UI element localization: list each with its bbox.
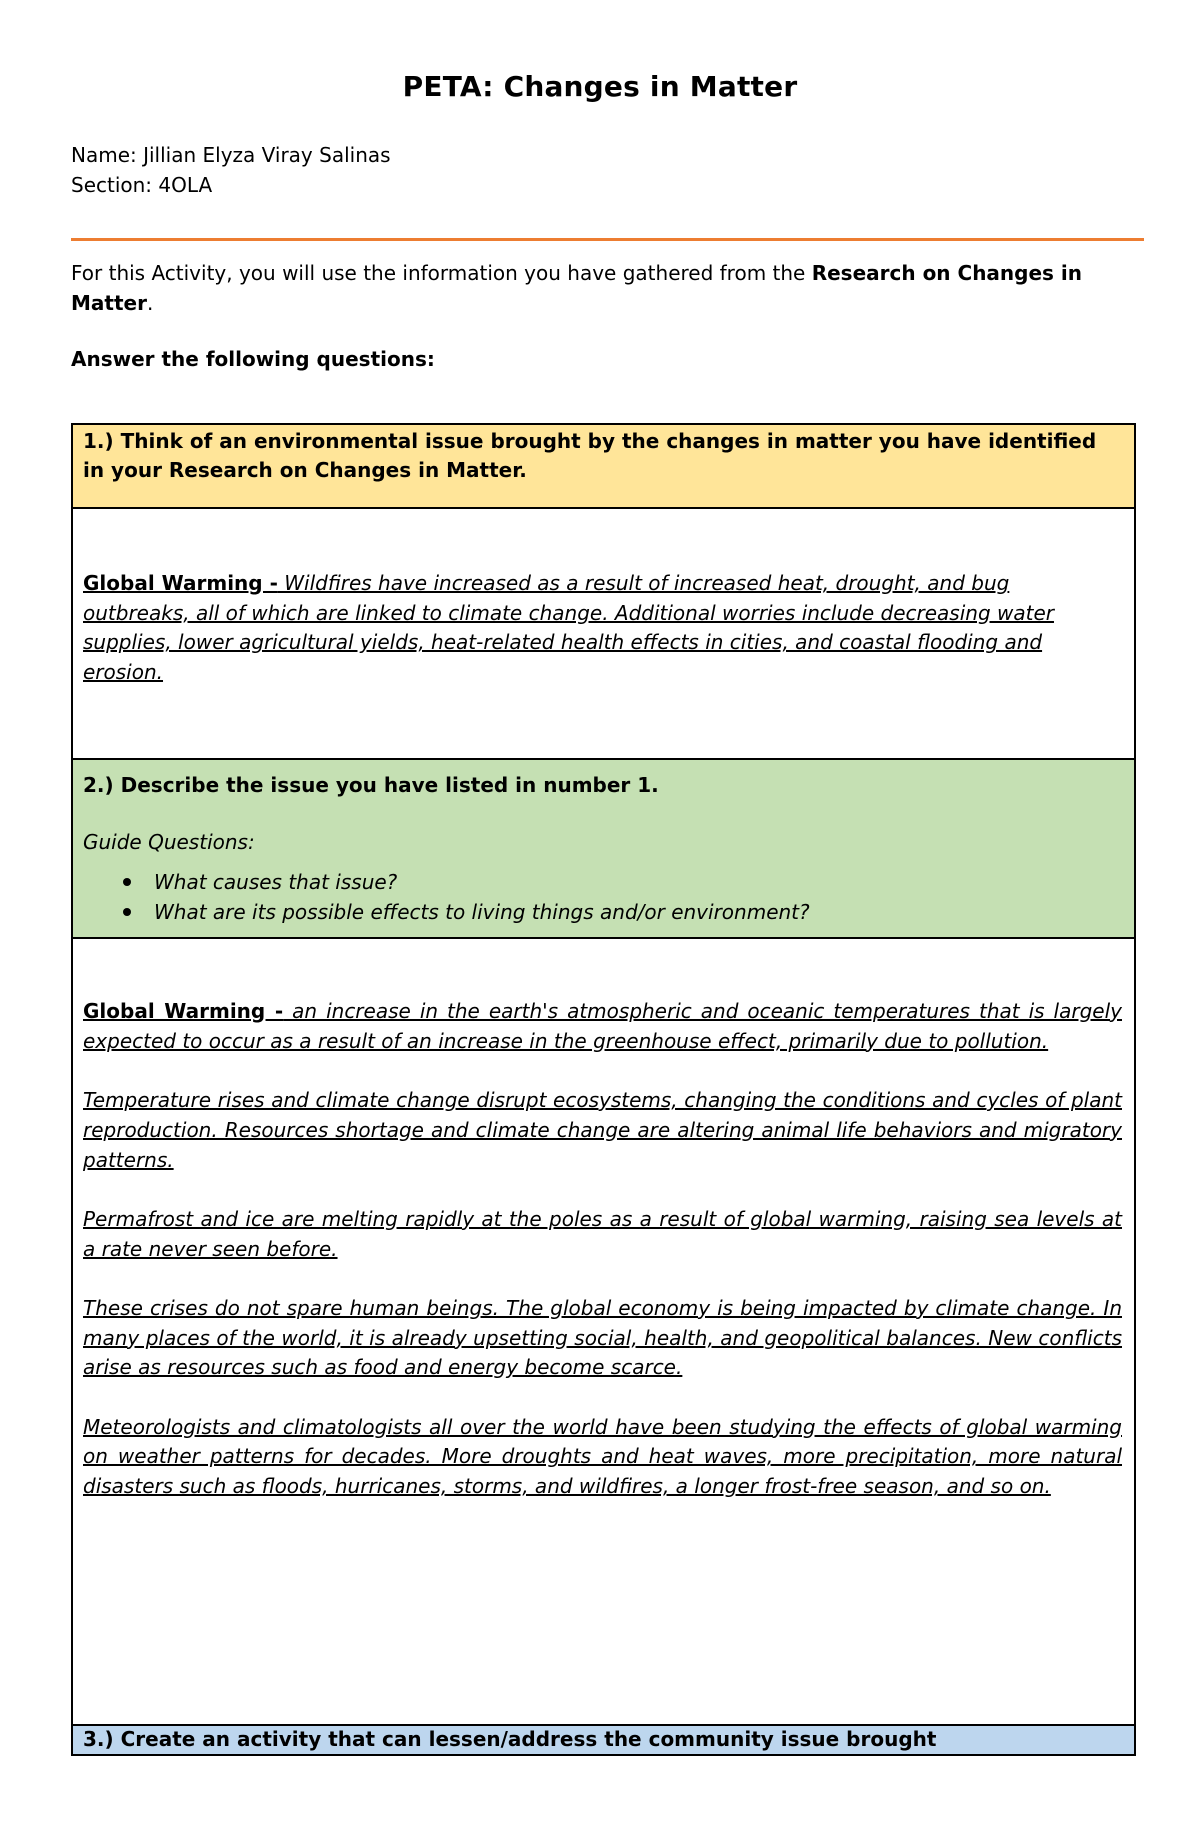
bullet-icon <box>123 908 131 916</box>
answer-2-paragraph: Temperature rises and climate change disrupt ecosystems, changing the conditions and cycles of plant reproduction. Resources shortage and climate change are altering animal life behaviors and migratory patterns. <box>83 1088 1122 1172</box>
guide-questions-label: Guide Questions: <box>83 830 255 854</box>
intro-bold-reference: Research on Changes in Matter <box>71 261 1083 315</box>
student-section: Section: 4OLA <box>71 173 213 197</box>
answer-1-body: Wildfires have increased as a result of increased heat, drought, and bug outbreaks, all of which are linked to climate change. Additional worries include decreasing water supplies, lower agricultural yields, heat-related health effects in cities, and coastal flooding and erosion. <box>83 571 1054 685</box>
answer-heading: Answer the following questions: <box>71 347 435 371</box>
student-info <box>71 140 391 200</box>
question-table <box>71 423 1136 1756</box>
divider-rule <box>71 238 1144 241</box>
intro-text <box>71 258 1144 318</box>
answer-2-cell <box>73 939 1134 1726</box>
student-name: Name: Jillian Elyza Viray Salinas <box>71 143 391 167</box>
intro-suffix: . <box>146 291 154 315</box>
answer-2-paragraph <box>83 997 1122 1056</box>
question-2-cell <box>73 760 1134 939</box>
document-title: PETA: Changes in Matter <box>402 70 798 103</box>
answer-2-lead: an increase in the earth's atmospheric and oceanic temperatures that is largely expected to occur as a result of an increase in the greenhouse effect, primarily due to pollution. <box>83 999 1122 1053</box>
answer-2-paragraph: Permafrost and ice are melting rapidly at the poles as a result of global warming, raising sea levels at a rate never seen before. <box>83 1206 1122 1261</box>
question-2-text: 2.) Describe the issue you have listed in number 1. <box>83 773 659 797</box>
answer-1-term: Global Warming - <box>83 571 278 595</box>
guide-questions-list <box>83 867 1122 927</box>
question-3-text: 3.) Create an activity that can lessen/address the community issue brought <box>83 1727 937 1751</box>
question-1-cell <box>73 425 1134 509</box>
answer-2-paragraph: Meteorologists and climatologists all over the world have been studying the effects of global warming on weather patterns for decades. More droughts and heat waves, more precipitation, more natural disasters such as floods, hurricanes, storms, and wildfires, a longer frost-free season, and so on. <box>83 1414 1122 1499</box>
guide-question-item: What causes that issue? <box>83 867 1122 897</box>
intro-prefix: For this Activity, you will use the information you have gathered from the <box>71 261 812 285</box>
answer-2-paragraph: These crises do not spare human beings. The global economy is being impacted by climate change. In many places of the world, it is already upsetting social, health, and geopolitical balances. New conflicts arise as resources such as food and energy become scarce. <box>83 1295 1122 1380</box>
answer-2-text <box>83 997 1122 1502</box>
bullet-icon <box>123 878 131 886</box>
question-3-cell <box>73 1726 1134 1754</box>
question-1-text: 1.) Think of an environmental issue brought by the changes in matter you have identified in your Research on Changes in Matter. <box>83 429 1097 482</box>
answer-2-term: Global Warming - <box>83 999 284 1023</box>
answer-1-cell <box>73 509 1134 760</box>
guide-question-item: What are its possible effects to living things and/or environment? <box>83 897 1122 927</box>
answer-1-text <box>83 569 1122 688</box>
